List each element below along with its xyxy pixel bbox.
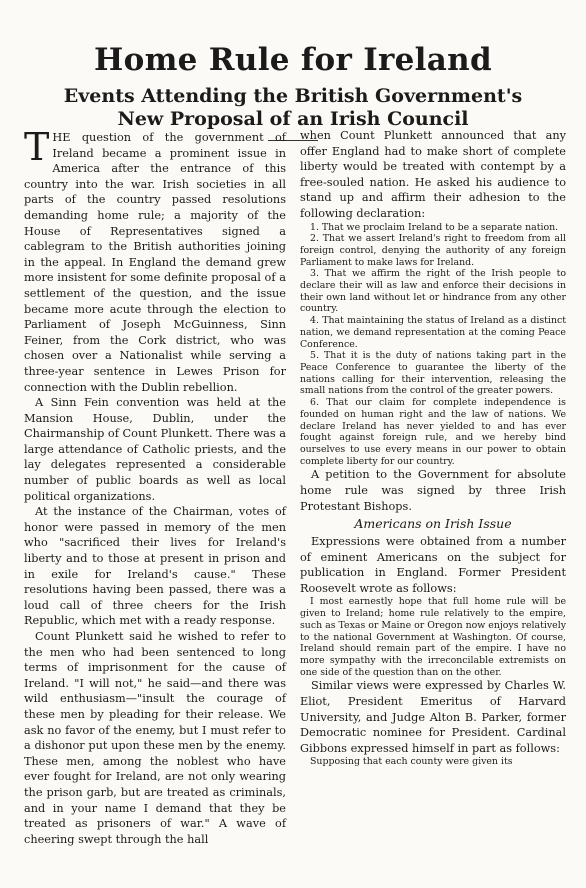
paragraph-1-text: HE question of the government of Ireland became a prominent issue in America after the entrance of this country into the war. Irish societies in all parts of the country passed resolutions demanding home rule; a majority of the House of Representatives signed a cablegram to the British authorities joining in the appeal. In England the demand grew more insistent for some definite proposal of a settlement of the question, and the issue became more acute through the election to Parliament of Joseph McGuinness, Sinn Feiner, from the Cork district, who was chosen over a Nationalist while serving a three-year sentence in Lewes Prison for connection with the Dublin rebellion. bbox=[24, 131, 286, 394]
paragraph-2: A Sinn Fein convention was held at the Mansion House, Dublin, under the Chairmanship of Count Plunkett. There was a large attendance of Catholic priests, and the lay delegates represented a considerable number of public boards as well as local political organizations. bbox=[24, 396, 286, 503]
declaration-item-4: 4. That maintaining the status of Ireland as a distinct nation, we demand representation at the coming Peace Conference. bbox=[300, 315, 566, 350]
roosevelt-quote: I most earnestly hope that full home rule will be given to Ireland; home rule relatively to the empire, such as Texas or Maine or Oregon now enjoys relatively to the national Government at Washington. Of course, Ireland should remain part of the empire. I have no more sympathy with the irreconcilable extremists on one side of the question than on the other. bbox=[300, 596, 567, 678]
article-title: Home Rule for Ireland bbox=[94, 42, 492, 78]
article-subtitle: Events Attending the British Government's New Proposal of an Irish Council bbox=[63, 85, 523, 130]
paragraph-1 bbox=[24, 125, 286, 395]
left-column bbox=[24, 125, 286, 847]
drop-cap: T bbox=[24, 125, 50, 169]
paragraph-4: Count Plunkett said he wished to refer to the men who had been sentenced to long terms of imprisonment for the cause of Ireland. "I will not," he said—and there was wild enthusiasm—"insult the courage of these men by pleading for their release. We ask no favor of the enemy, but I must refer to a dishonor put upon these men by the enemy. These men, among the noblest who have ever fought for Ireland, are not only wearing the prison garb, but are treated as criminals, and in your name I demand that they be treated as prisoners of war." A wave of cheering swept through the hall bbox=[24, 630, 286, 846]
paragraph-3: At the instance of the Chairman, votes of honor were passed in memory of the men who "sacrificed their lives for Ireland's liberty and to those at present in prison and in exile for Ireland's cause." These resolutions having been passed, there was a loud call of three cheers for the Irish Republic, which met with a ready response. bbox=[24, 505, 286, 628]
declaration-item-6: 6. That our claim for complete independence is founded on human right and the law of nations. We declare Ireland has never yielded to and has ever fought against foreign rule, and we hereby bind ourselves to use every means in our power to obtain complete liberty for our country. bbox=[300, 397, 566, 467]
declaration-item-3: 3. That we affirm the right of the Irish people to declare their will as law and enforce their decisions in their own land without let or hindrance from any other country. bbox=[300, 268, 566, 315]
paragraph-7: Expressions were obtained from a number of eminent Americans on the subject for publication in England. Former President Roosevelt wrote as follows: bbox=[300, 535, 566, 595]
section-heading: Americans on Irish Issue bbox=[354, 516, 512, 532]
gibbons-quote: Supposing that each county were given its bbox=[310, 756, 513, 768]
declaration-item-5: 5. That it is the duty of nations taking part in the Peace Conference to guarantee the liberty of the nations calling for their intervention, releasing the small nations from the control of the greater powers. bbox=[300, 350, 566, 397]
declaration-item-2: 2. That we assert Ireland's right to freedom from all foreign control, denying the authority of any foreign Parliament to make laws for Ireland. bbox=[300, 233, 566, 268]
declaration-item-1: 1. That we proclaim Ireland to be a separate nation. bbox=[310, 221, 559, 233]
right-column bbox=[300, 128, 566, 768]
paragraph-6: A petition to the Government for absolute home rule was signed by three Irish Protestant Bishops. bbox=[300, 468, 566, 513]
paragraph-8: Similar views were expressed by Charles W. Eliot, President Emeritus of Harvard University, and Judge Alton B. Parker, former Democratic nominee for President. Cardinal Gibbons expressed himself in part as follows: bbox=[300, 679, 566, 755]
paragraph-5: when Count Plunkett announced that any offer England had to make short of complete liberty would be treated with contempt by a free-souled nation. He asked his audience to stand up and affirm their adhesion to the following declaration: bbox=[300, 129, 566, 220]
